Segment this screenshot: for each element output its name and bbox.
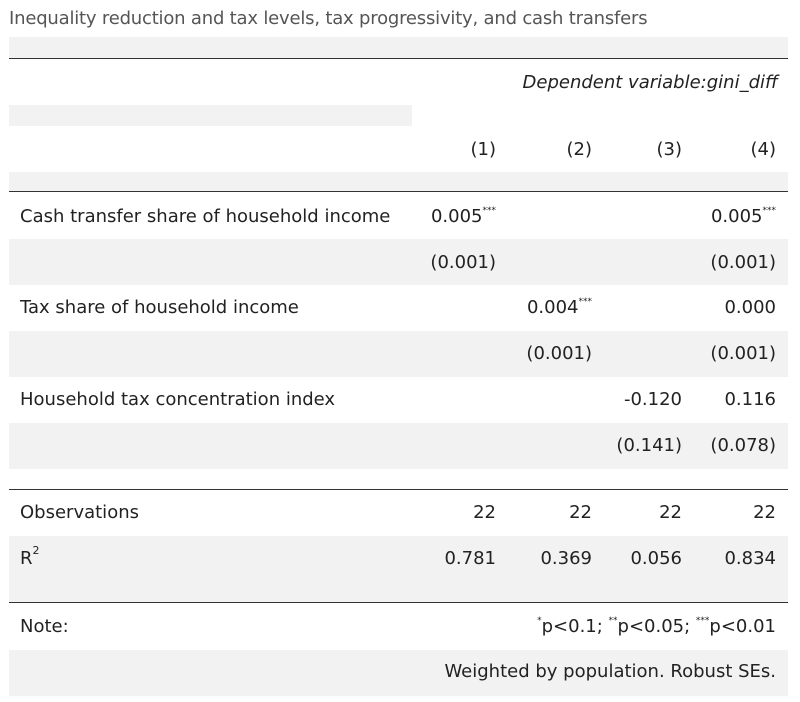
header-band [9,37,788,58]
header-band-small [9,105,412,126]
r-squared-label: $R^2$ [20,544,40,569]
body-rule [9,489,788,490]
col-header-2: (2) [566,139,592,160]
observations-4: 22 [753,502,776,523]
row-label-tax-concentration: Household tax concentration index [20,389,336,410]
coef-tax-4: 0.000 [724,297,776,318]
r-squared-4: 0.834 [724,548,776,569]
top-rule [9,58,788,59]
col-header-3: (3) [656,139,682,160]
header-band-bottom [9,172,788,192]
row-band [9,331,788,377]
coef-conc-3: -0.120 [623,389,682,410]
table-caption: Inequality reduction and tax levels, tax progressivity, and cash transfers [9,8,648,29]
row-label-cash-transfer: Cash transfer share of household income [20,206,391,227]
col-header-1: (1) [470,139,496,160]
coef-tax-2: 0.004*** [526,297,592,318]
se-tax-4: (0.001) [710,343,776,364]
significance-note: *p<0.1; **p<0.05; ***p<0.01 [537,616,776,637]
observations-3: 22 [659,502,682,523]
coef-cash-4: 0.005*** [710,206,776,227]
coef-cash-1: 0.005*** [430,206,496,227]
r-squared-2: 0.369 [540,548,592,569]
se-cash-1: (0.001) [430,252,496,273]
se-cash-4: (0.001) [710,252,776,273]
r-squared-1: 0.781 [444,548,496,569]
se-conc-3: (0.141) [616,435,682,456]
se-tax-2: (0.001) [526,343,592,364]
note-label: Note: [20,616,69,637]
observations-label: Observations [20,502,139,523]
stats-rule [9,602,788,603]
stats-bottom-band [9,582,788,602]
observations-1: 22 [473,502,496,523]
header-rule [9,191,788,192]
row-band [9,239,788,285]
weighting-note: Weighted by population. Robust SEs. [444,661,776,682]
observations-2: 22 [569,502,592,523]
se-conc-4: (0.078) [710,435,776,456]
r-squared-3: 0.056 [630,548,682,569]
row-label-tax-share: Tax share of household income [20,297,299,318]
dependent-variable: Dependent variable:gini_diff [522,72,778,93]
coef-conc-4: 0.116 [724,389,776,410]
col-header-4: (4) [750,139,776,160]
